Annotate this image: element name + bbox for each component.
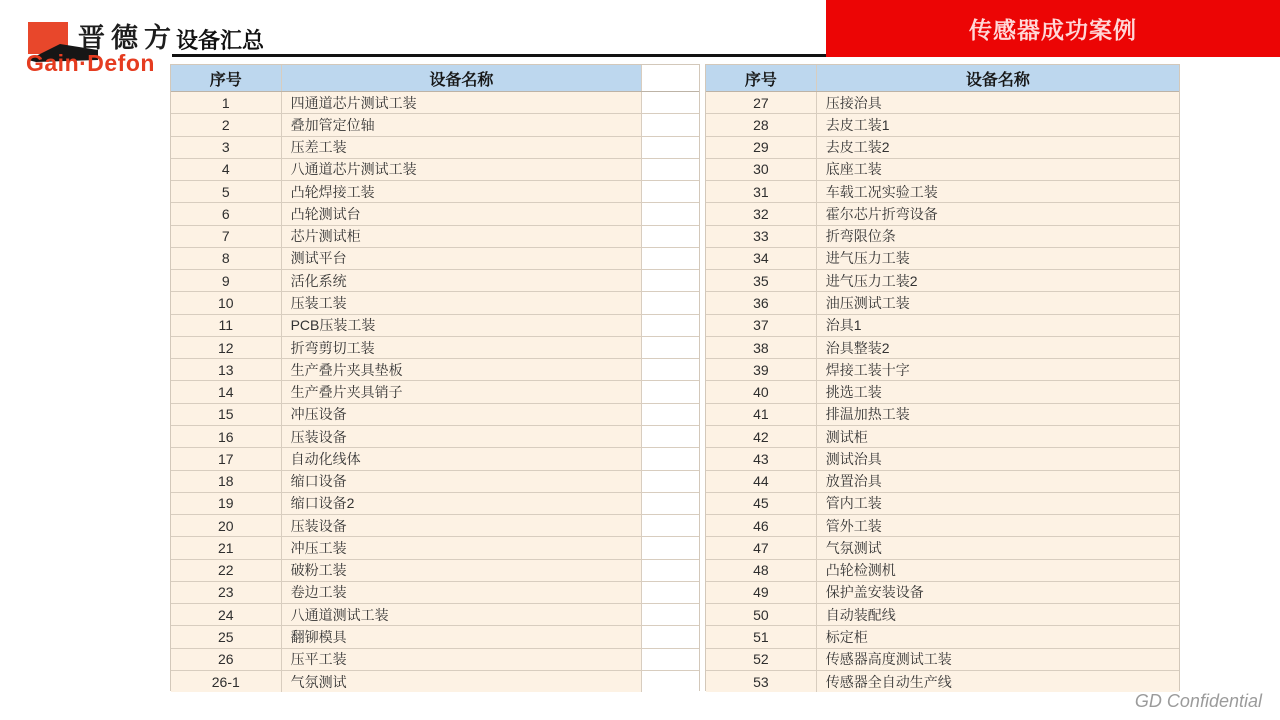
row-name: 八通道芯片测试工装: [282, 159, 643, 180]
header-blank: [642, 65, 699, 91]
header-index: 序号: [171, 65, 282, 91]
row-name: 焊接工装十字: [817, 359, 1179, 380]
table-row: [171, 381, 699, 403]
row-name: 油压测试工装: [817, 292, 1179, 313]
row-name: 压装工装: [282, 292, 643, 313]
row-name: 管内工装: [817, 493, 1179, 514]
row-name: 保护盖安装设备: [817, 582, 1179, 603]
table-row: [706, 582, 1179, 604]
table-row: [171, 404, 699, 426]
table-header-row: [706, 65, 1179, 92]
table-row: [706, 159, 1179, 181]
header-index: 序号: [706, 65, 817, 91]
row-blank: [642, 560, 699, 581]
row-name: PCB压装工装: [282, 315, 643, 336]
row-index: 5: [171, 181, 282, 202]
row-blank: [642, 626, 699, 647]
row-name: 测试柜: [817, 426, 1179, 447]
row-name: 传感器高度测试工装: [817, 649, 1179, 670]
row-index: 49: [706, 582, 817, 603]
table-row: [171, 114, 699, 136]
row-blank: [642, 515, 699, 536]
table-row: [706, 493, 1179, 515]
row-name: 压接治具: [817, 92, 1179, 113]
table-row: [171, 226, 699, 248]
row-blank: [642, 649, 699, 670]
row-index: 2: [171, 114, 282, 135]
table-body: [171, 92, 699, 692]
row-index: 9: [171, 270, 282, 291]
banner: [826, 0, 1280, 57]
row-blank: [642, 315, 699, 336]
row-index: 31: [706, 181, 817, 202]
row-blank: [642, 426, 699, 447]
row-index: 47: [706, 537, 817, 558]
table-row: [706, 537, 1179, 559]
table-row: [171, 137, 699, 159]
row-blank: [642, 404, 699, 425]
table-row: [171, 248, 699, 270]
table-row: [706, 626, 1179, 648]
row-blank: [642, 381, 699, 402]
row-index: 25: [171, 626, 282, 647]
row-index: 17: [171, 448, 282, 469]
row-name: 凸轮焊接工装: [282, 181, 643, 202]
table-row: [171, 448, 699, 470]
row-blank: [642, 493, 699, 514]
row-index: 34: [706, 248, 817, 269]
table-row: [706, 604, 1179, 626]
row-name: 治具整装2: [817, 337, 1179, 358]
table-row: [171, 493, 699, 515]
row-index: 6: [171, 203, 282, 224]
row-blank: [642, 448, 699, 469]
row-name: 凸轮检测机: [817, 560, 1179, 581]
row-name: 生产叠片夹具垫板: [282, 359, 643, 380]
row-name: 压差工装: [282, 137, 643, 158]
row-name: 挑选工装: [817, 381, 1179, 402]
row-index: 40: [706, 381, 817, 402]
row-name: 气氛测试: [282, 671, 643, 692]
table-row: [706, 270, 1179, 292]
header-name: 设备名称: [817, 65, 1179, 91]
row-index: 21: [171, 537, 282, 558]
row-index: 43: [706, 448, 817, 469]
row-name: 去皮工装1: [817, 114, 1179, 135]
row-name: 测试平台: [282, 248, 643, 269]
row-index: 3: [171, 137, 282, 158]
row-blank: [642, 226, 699, 247]
row-name: 底座工装: [817, 159, 1179, 180]
row-index: 7: [171, 226, 282, 247]
table-row: [706, 671, 1179, 692]
row-name: 冲压工装: [282, 537, 643, 558]
row-blank: [642, 248, 699, 269]
row-name: 气氛测试: [817, 537, 1179, 558]
row-name: 霍尔芯片折弯设备: [817, 203, 1179, 224]
row-name: 折弯限位条: [817, 226, 1179, 247]
table-row: [706, 404, 1179, 426]
row-name: 活化系统: [282, 270, 643, 291]
row-name: 破粉工装: [282, 560, 643, 581]
row-index: 41: [706, 404, 817, 425]
row-name: 压平工装: [282, 649, 643, 670]
row-name: 生产叠片夹具销子: [282, 381, 643, 402]
row-blank: [642, 671, 699, 692]
row-blank: [642, 292, 699, 313]
table-row: [706, 381, 1179, 403]
table-row: [171, 181, 699, 203]
table-row: [706, 649, 1179, 671]
row-blank: [642, 203, 699, 224]
row-name: 放置治具: [817, 471, 1179, 492]
row-index: 13: [171, 359, 282, 380]
table-row: [706, 315, 1179, 337]
row-name: 压装设备: [282, 426, 643, 447]
row-index: 19: [171, 493, 282, 514]
row-blank: [642, 359, 699, 380]
table-row: [171, 604, 699, 626]
table-row: [171, 582, 699, 604]
row-name: 翻铆模具: [282, 626, 643, 647]
row-name: 传感器全自动生产线: [817, 671, 1179, 692]
table-row: [171, 359, 699, 381]
table-header-row: [171, 65, 699, 92]
table-row: [706, 181, 1179, 203]
table-row: [171, 515, 699, 537]
row-name: 芯片测试柜: [282, 226, 643, 247]
footer-confidential: GD Confidential: [1134, 691, 1262, 711]
row-name: 标定柜: [817, 626, 1179, 647]
row-index: 33: [706, 226, 817, 247]
row-name: 管外工装: [817, 515, 1179, 536]
row-name: 去皮工装2: [817, 137, 1179, 158]
table-row: [171, 537, 699, 559]
table-row: [171, 337, 699, 359]
row-index: 24: [171, 604, 282, 625]
row-name: 自动装配线: [817, 604, 1179, 625]
table-row: [171, 649, 699, 671]
row-index: 38: [706, 337, 817, 358]
header-name: 设备名称: [282, 65, 643, 91]
row-index: 53: [706, 671, 817, 692]
row-index: 45: [706, 493, 817, 514]
table-row: [706, 515, 1179, 537]
table-row: [171, 471, 699, 493]
row-name: 车载工况实验工装: [817, 181, 1179, 202]
table-row: [706, 226, 1179, 248]
row-name: 卷边工装: [282, 582, 643, 603]
row-index: 15: [171, 404, 282, 425]
row-name: 冲压设备: [282, 404, 643, 425]
row-name: 压装设备: [282, 515, 643, 536]
table-body: [706, 92, 1179, 692]
row-blank: [642, 159, 699, 180]
row-blank: [642, 337, 699, 358]
row-index: 46: [706, 515, 817, 536]
row-index: 10: [171, 292, 282, 313]
row-index: 50: [706, 604, 817, 625]
row-blank: [642, 181, 699, 202]
row-index: 4: [171, 159, 282, 180]
table-row: [706, 292, 1179, 314]
banner-label: 传感器成功案例: [969, 17, 1137, 43]
row-name: 四通道芯片测试工装: [282, 92, 643, 113]
row-index: 42: [706, 426, 817, 447]
row-index: 8: [171, 248, 282, 269]
table-row: [171, 315, 699, 337]
row-blank: [642, 114, 699, 135]
row-name: 排温加热工装: [817, 404, 1179, 425]
row-index: 35: [706, 270, 817, 291]
row-index: 36: [706, 292, 817, 313]
equipment-table-right: [705, 64, 1180, 691]
table-row: [706, 471, 1179, 493]
row-name: 测试治具: [817, 448, 1179, 469]
row-name: 凸轮测试台: [282, 203, 643, 224]
row-name: 治具1: [817, 315, 1179, 336]
row-index: 28: [706, 114, 817, 135]
row-index: 29: [706, 137, 817, 158]
row-index: 18: [171, 471, 282, 492]
logo-text-en: Gain·Defon: [26, 50, 155, 76]
table-row: [706, 448, 1179, 470]
table-row: [706, 560, 1179, 582]
row-index: 16: [171, 426, 282, 447]
table-row: [171, 292, 699, 314]
row-index: 22: [171, 560, 282, 581]
row-name: 缩口设备: [282, 471, 643, 492]
row-name: 八通道测试工装: [282, 604, 643, 625]
table-row: [171, 270, 699, 292]
row-index: 30: [706, 159, 817, 180]
row-index: 26: [171, 649, 282, 670]
row-blank: [642, 537, 699, 558]
row-index: 27: [706, 92, 817, 113]
table-row: [171, 159, 699, 181]
row-blank: [642, 137, 699, 158]
table-row: [706, 114, 1179, 136]
row-name: 折弯剪切工装: [282, 337, 643, 358]
row-index: 1: [171, 92, 282, 113]
row-name: 缩口设备2: [282, 493, 643, 514]
equipment-table-left: [170, 64, 700, 691]
row-blank: [642, 471, 699, 492]
row-name: 叠加管定位轴: [282, 114, 643, 135]
table-row: [171, 560, 699, 582]
row-index: 26-1: [171, 671, 282, 692]
table-row: [706, 203, 1179, 225]
row-blank: [642, 604, 699, 625]
row-blank: [642, 92, 699, 113]
table-row: [171, 426, 699, 448]
row-blank: [642, 582, 699, 603]
table-row: [171, 626, 699, 648]
row-index: 51: [706, 626, 817, 647]
row-index: 44: [706, 471, 817, 492]
table-row: [171, 92, 699, 114]
row-index: 32: [706, 203, 817, 224]
logo-text-cn: 晋德方: [78, 23, 177, 53]
table-row: [171, 203, 699, 225]
row-index: 11: [171, 315, 282, 336]
row-index: 39: [706, 359, 817, 380]
row-name: 进气压力工装2: [817, 270, 1179, 291]
row-index: 37: [706, 315, 817, 336]
row-name: 自动化线体: [282, 448, 643, 469]
row-name: 进气压力工装: [817, 248, 1179, 269]
table-row: [171, 671, 699, 692]
row-index: 52: [706, 649, 817, 670]
row-index: 20: [171, 515, 282, 536]
row-index: 48: [706, 560, 817, 581]
row-index: 23: [171, 582, 282, 603]
table-row: [706, 248, 1179, 270]
page-title: 设备汇总: [176, 28, 265, 53]
logo: [24, 8, 177, 80]
table-row: [706, 92, 1179, 114]
row-index: 14: [171, 381, 282, 402]
title-underline: [172, 54, 828, 57]
table-row: [706, 426, 1179, 448]
row-index: 12: [171, 337, 282, 358]
table-row: [706, 359, 1179, 381]
table-row: [706, 137, 1179, 159]
table-row: [706, 337, 1179, 359]
row-blank: [642, 270, 699, 291]
